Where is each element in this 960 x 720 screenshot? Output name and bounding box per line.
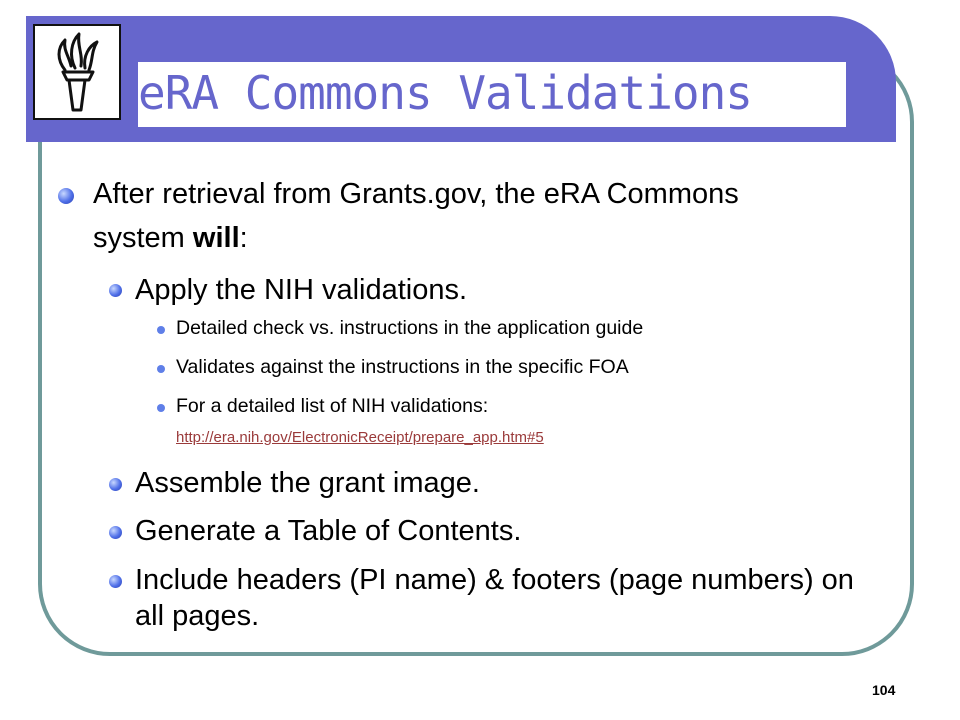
main-bullet-colon: : [239, 222, 248, 254]
bullet-icon [157, 326, 165, 334]
bullet-detailed-check: Detailed check vs. instructions in the application guide [176, 317, 644, 339]
bullet-headers: Include headers (PI name) & footers (page numbers) on all pages. [135, 564, 854, 632]
bullet-icon [58, 188, 74, 204]
bullet-icon [109, 575, 122, 588]
page-number: 104 [872, 682, 896, 698]
bullet-icon [109, 478, 122, 491]
bullet-icon [157, 404, 165, 412]
slide-title: eRA Commons Validations [138, 66, 752, 120]
main-bullet-bold: will [192, 222, 240, 254]
validations-link[interactable]: http://era.nih.gov/ElectronicReceipt/prepare_app.htm#5 [176, 429, 544, 446]
bullet-icon [109, 284, 122, 297]
bullet-detailed-list: For a detailed list of NIH validations: [176, 395, 489, 417]
bullet-validates: Validates against the instructions in the specific FOA [176, 356, 629, 378]
bullet-icon [109, 526, 122, 539]
main-bullet-text: After retrieval from Grants.gov, the eRA Commons system [93, 178, 739, 254]
bullet-assemble: Assemble the grant image. [135, 467, 480, 499]
bullet-toc: Generate a Table of Contents. [135, 515, 522, 547]
bullet-apply: Apply the NIH validations. [135, 274, 468, 306]
main-bullet [93, 172, 813, 260]
bullet-icon [157, 365, 165, 373]
